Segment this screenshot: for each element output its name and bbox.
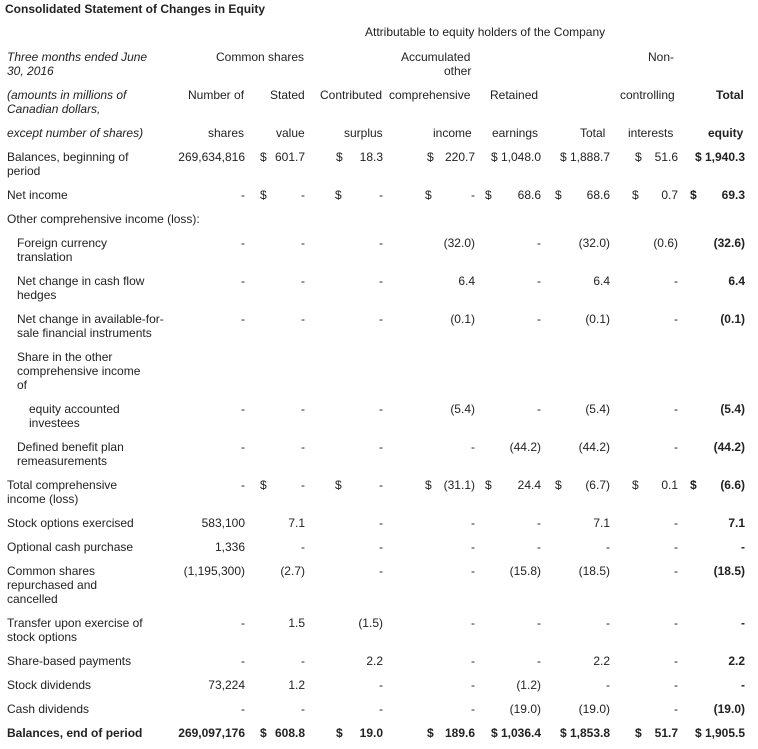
table-cell: 6.4 xyxy=(458,274,475,288)
earnings-header: earnings xyxy=(492,126,539,140)
non-header: Non- xyxy=(648,50,675,64)
table-cell: - xyxy=(241,188,245,202)
dollar-sign: $ xyxy=(485,478,492,492)
dollar-sign: $ xyxy=(555,478,562,492)
table-cell: 7.1 xyxy=(288,516,305,530)
row-label: Share in the other xyxy=(17,350,113,364)
table-cell: - xyxy=(537,274,541,288)
total-header: Total xyxy=(580,126,606,140)
table-cell: - xyxy=(471,616,475,630)
dollar-sign: $ xyxy=(260,188,267,202)
dollar-sign: $ xyxy=(336,150,343,164)
table-cell: - xyxy=(674,616,678,630)
table-cell: (0.6) xyxy=(653,236,678,250)
surplus-header: surplus xyxy=(344,126,383,140)
table-cell: - xyxy=(301,188,305,202)
table-cell: (19.0) xyxy=(509,702,541,716)
row-label: Optional cash purchase xyxy=(7,540,134,554)
accumulated-header: Accumulated xyxy=(401,50,471,64)
row-label: of xyxy=(17,378,28,392)
table-cell: (6.7) xyxy=(585,478,610,492)
table-cell: - xyxy=(674,564,678,578)
table-cell: 2.2 xyxy=(728,654,745,668)
table-cell: - xyxy=(379,402,383,416)
row-label: comprehensive income xyxy=(17,364,141,378)
period-line1: Three months ended June xyxy=(7,50,148,64)
period-line2: 30, 2016 xyxy=(7,64,54,78)
table-cell: - xyxy=(379,312,383,326)
table-cell: 68.6 xyxy=(586,188,610,202)
table-cell: 0.7 xyxy=(661,188,678,202)
table-cell: 7.1 xyxy=(593,516,610,530)
table-cell: (31.1) xyxy=(443,478,475,492)
table-cell: $ 1,036.4 xyxy=(490,726,541,740)
table-cell: 608.8 xyxy=(274,726,305,740)
table-cell: 19.0 xyxy=(359,726,383,740)
dollar-sign: $ xyxy=(425,478,432,492)
table-cell: - xyxy=(674,678,678,692)
row-label: hedges xyxy=(17,288,57,302)
row-label: Total comprehensive xyxy=(7,478,118,492)
table-cell: - xyxy=(471,678,475,692)
table-cell: - xyxy=(674,540,678,554)
table-cell: (32.6) xyxy=(713,236,745,250)
dollar-sign: $ xyxy=(425,188,432,202)
table-cell: 6.4 xyxy=(728,274,745,288)
table-cell: - xyxy=(301,312,305,326)
total-equity-header-line2: equity xyxy=(708,126,744,140)
table-cell: 7.1 xyxy=(728,516,745,530)
table-cell: - xyxy=(537,236,541,250)
table-cell: 2.2 xyxy=(366,654,383,668)
dollar-sign: $ xyxy=(336,726,343,740)
dollar-sign: $ xyxy=(635,150,642,164)
table-cell: - xyxy=(379,236,383,250)
table-cell: - xyxy=(471,702,475,716)
table-cell: 51.7 xyxy=(654,726,678,740)
table-cell: - xyxy=(537,616,541,630)
table-cell: - xyxy=(471,540,475,554)
dollar-sign: $ xyxy=(260,150,267,164)
table-cell: $ 1,940.3 xyxy=(694,150,745,164)
income-header: income xyxy=(433,126,472,140)
table-cell: - xyxy=(241,440,245,454)
interests-header: interests xyxy=(628,126,674,140)
table-cell: - xyxy=(301,702,305,716)
table-cell: 24.4 xyxy=(517,478,541,492)
table-cell: - xyxy=(741,540,745,554)
row-label: remeasurements xyxy=(17,454,108,468)
table-cell: - xyxy=(471,440,475,454)
row-label: Common shares xyxy=(7,564,96,578)
row-label: Share-based payments xyxy=(7,654,132,668)
table-cell: $ 1,905.5 xyxy=(694,726,745,740)
table-cell: - xyxy=(379,564,383,578)
table-cell: (19.0) xyxy=(713,702,745,716)
row-label: Net change in available-for- xyxy=(17,312,164,326)
dollar-sign: $ xyxy=(427,150,434,164)
table-cell: 73,224 xyxy=(208,678,245,692)
table-cell: (19.0) xyxy=(578,702,610,716)
table-cell: - xyxy=(606,616,610,630)
table-cell: - xyxy=(471,654,475,668)
table-cell: - xyxy=(379,440,383,454)
table-cell: $ 1,853.8 xyxy=(559,726,610,740)
dollar-sign: $ xyxy=(690,188,697,202)
dollar-sign: $ xyxy=(335,188,342,202)
table-cell: - xyxy=(379,678,383,692)
dollar-sign: $ xyxy=(260,478,267,492)
table-cell: - xyxy=(301,440,305,454)
table-cell: 2.2 xyxy=(593,654,610,668)
table-cell: - xyxy=(674,702,678,716)
table-cell: 0.1 xyxy=(661,478,678,492)
table-cell: - xyxy=(471,516,475,530)
table-cell: - xyxy=(674,274,678,288)
table-cell: 601.7 xyxy=(274,150,305,164)
table-cell: - xyxy=(674,654,678,668)
table-cell: - xyxy=(241,236,245,250)
amounts-line1: (amounts in millions of xyxy=(7,88,127,102)
amounts-line2: Canadian dollars, xyxy=(7,102,101,116)
table-cell: - xyxy=(471,188,475,202)
row-label: Net change in cash flow xyxy=(17,274,145,288)
table-cell: 6.4 xyxy=(593,274,610,288)
row-label: Net income xyxy=(7,188,68,202)
table-cell: $ 1,888.7 xyxy=(559,150,610,164)
table-cell: - xyxy=(241,702,245,716)
other-header: other xyxy=(444,64,472,78)
row-label: period xyxy=(7,164,41,178)
table-cell: 220.7 xyxy=(444,150,475,164)
table-cell: (44.2) xyxy=(509,440,541,454)
table-cell: (44.2) xyxy=(578,440,610,454)
row-label: Transfer upon exercise of xyxy=(7,616,143,630)
total-equity-header-line1: Total xyxy=(716,88,744,102)
table-cell: 583,100 xyxy=(201,516,245,530)
table-cell: - xyxy=(379,516,383,530)
table-cell: - xyxy=(241,616,245,630)
dollar-sign: $ xyxy=(555,188,562,202)
table-cell: (1.5) xyxy=(358,616,383,630)
table-cell: $ 1,048.0 xyxy=(490,150,541,164)
table-cell: - xyxy=(379,188,383,202)
dollar-sign: $ xyxy=(635,726,642,740)
table-cell: - xyxy=(379,540,383,554)
table-cell: 189.6 xyxy=(444,726,475,740)
dollar-sign: $ xyxy=(335,478,342,492)
table-cell: (44.2) xyxy=(713,440,745,454)
table-cell: 269,634,816 xyxy=(178,150,245,164)
table-cell: (32.0) xyxy=(578,236,610,250)
table-cell: - xyxy=(301,402,305,416)
dollar-sign: $ xyxy=(632,188,639,202)
table-cell: - xyxy=(379,274,383,288)
dollar-sign: $ xyxy=(690,478,697,492)
row-label: income (loss) xyxy=(7,492,79,506)
statement-title: Consolidated Statement of Changes in Equity xyxy=(5,2,266,16)
row-label: translation xyxy=(17,250,73,264)
table-cell: - xyxy=(674,312,678,326)
row-label: repurchased and xyxy=(7,578,98,592)
table-cell: - xyxy=(301,654,305,668)
dollar-sign: $ xyxy=(632,478,639,492)
table-cell: (0.1) xyxy=(585,312,610,326)
row-label: equity accounted xyxy=(29,402,120,416)
table-cell: - xyxy=(301,540,305,554)
value-header: value xyxy=(276,126,305,140)
table-cell: - xyxy=(741,616,745,630)
row-label: Balances, end of period xyxy=(7,726,143,740)
table-cell: - xyxy=(537,402,541,416)
table-cell: - xyxy=(301,274,305,288)
table-cell: (18.5) xyxy=(713,564,745,578)
table-cell: - xyxy=(241,274,245,288)
table-cell: - xyxy=(674,516,678,530)
row-label: Foreign currency xyxy=(17,236,108,250)
number-of-header: Number of xyxy=(188,88,245,102)
row-label: Stock dividends xyxy=(7,678,92,692)
row-label: Cash dividends xyxy=(7,702,90,716)
attributable-header: Attributable to equity holders of the Company xyxy=(365,25,606,39)
row-label: Balances, beginning of xyxy=(7,150,129,164)
table-cell: - xyxy=(241,312,245,326)
table-cell: - xyxy=(537,540,541,554)
table-cell: - xyxy=(379,478,383,492)
table-cell: - xyxy=(606,678,610,692)
table-cell: 68.6 xyxy=(517,188,541,202)
row-label: stock options xyxy=(7,630,78,644)
table-cell: - xyxy=(674,440,678,454)
table-cell: - xyxy=(301,236,305,250)
row-label: sale financial instruments xyxy=(17,326,152,340)
table-cell: 1.5 xyxy=(288,616,305,630)
row-label: Defined benefit plan xyxy=(17,440,124,454)
row-label: Stock options exercised xyxy=(7,516,134,530)
row-label: Other comprehensive income (loss): xyxy=(7,212,200,226)
table-cell: - xyxy=(537,654,541,668)
table-cell: 69.3 xyxy=(721,188,745,202)
dollar-sign: $ xyxy=(260,726,267,740)
dollar-sign: $ xyxy=(485,188,492,202)
table-cell: (1,195,300) xyxy=(183,564,245,578)
table-cell: (5.4) xyxy=(450,402,475,416)
table-cell: 18.3 xyxy=(359,150,383,164)
table-cell: - xyxy=(606,540,610,554)
table-cell: - xyxy=(379,702,383,716)
table-cell: - xyxy=(674,402,678,416)
table-cell: - xyxy=(241,402,245,416)
table-cell: (6.6) xyxy=(720,478,745,492)
table-cell: (1.2) xyxy=(516,678,541,692)
except-shares-note: except number of shares) xyxy=(7,126,144,140)
table-cell: - xyxy=(537,516,541,530)
table-cell: 1.2 xyxy=(288,678,305,692)
table-cell: 1,336 xyxy=(214,540,245,554)
table-cell: - xyxy=(471,564,475,578)
table-cell: (0.1) xyxy=(720,312,745,326)
table-cell: - xyxy=(741,678,745,692)
table-cell: - xyxy=(241,478,245,492)
shares-header: shares xyxy=(208,126,245,140)
table-cell: - xyxy=(241,654,245,668)
table-cell: - xyxy=(537,312,541,326)
table-cell: (32.0) xyxy=(443,236,475,250)
retained-header: Retained xyxy=(490,88,539,102)
row-label: cancelled xyxy=(7,592,58,606)
controlling-header: controlling xyxy=(620,88,675,102)
table-cell: 269,097,176 xyxy=(178,726,245,740)
table-cell: 51.6 xyxy=(654,150,678,164)
table-cell: - xyxy=(301,478,305,492)
dollar-sign: $ xyxy=(427,726,434,740)
stated-header: Stated xyxy=(270,88,305,102)
table-cell: (2.7) xyxy=(280,564,305,578)
comprehensive-header: comprehensive xyxy=(389,88,471,102)
table-cell: (0.1) xyxy=(450,312,475,326)
table-cell: (15.8) xyxy=(509,564,541,578)
contributed-header: Contributed xyxy=(320,88,383,102)
table-cell: (5.4) xyxy=(720,402,745,416)
common-shares-header: Common shares xyxy=(216,50,305,64)
table-cell: (18.5) xyxy=(578,564,610,578)
row-label: investees xyxy=(29,416,80,430)
table-cell: (5.4) xyxy=(585,402,610,416)
